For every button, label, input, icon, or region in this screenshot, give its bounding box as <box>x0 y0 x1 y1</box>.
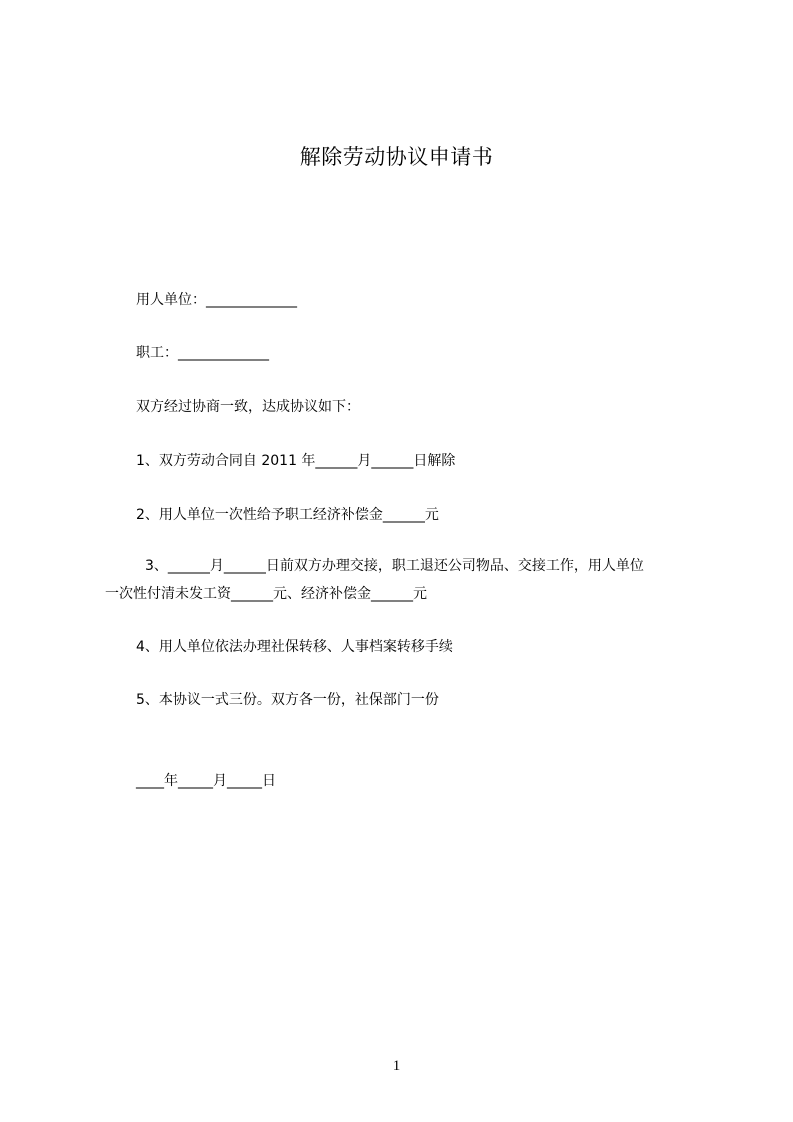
clause-1: 1、双方劳动合同自 2011 年______月______日解除 <box>136 453 456 469</box>
clause-2: 2、用人单位一次性给予职工经济补偿金______元 <box>136 507 439 523</box>
clause-3-line-1: 3、______月______日前双方办理交接，职工退还公司物品、交接工作，用人单位 <box>145 558 644 574</box>
clause-5: 5、本协议一式三份。双方各一份，社保部门一份 <box>136 692 439 708</box>
clause-3-line-2: 一次性付清未发工资______元、经济补偿金______元 <box>105 586 427 602</box>
employee-line: 职工：_____________ <box>136 345 269 361</box>
page-number: 1 <box>392 1058 401 1074</box>
date-line: ____年_____月_____日 <box>136 773 276 789</box>
employer-line: 用人单位：_____________ <box>136 292 297 308</box>
agreement-intro: 双方经过协商一致，达成协议如下： <box>136 399 360 415</box>
document-title: 解除劳动协议申请书 <box>299 145 494 169</box>
clause-4: 4、用人单位依法办理社保转移、人事档案转移手续 <box>136 639 453 655</box>
